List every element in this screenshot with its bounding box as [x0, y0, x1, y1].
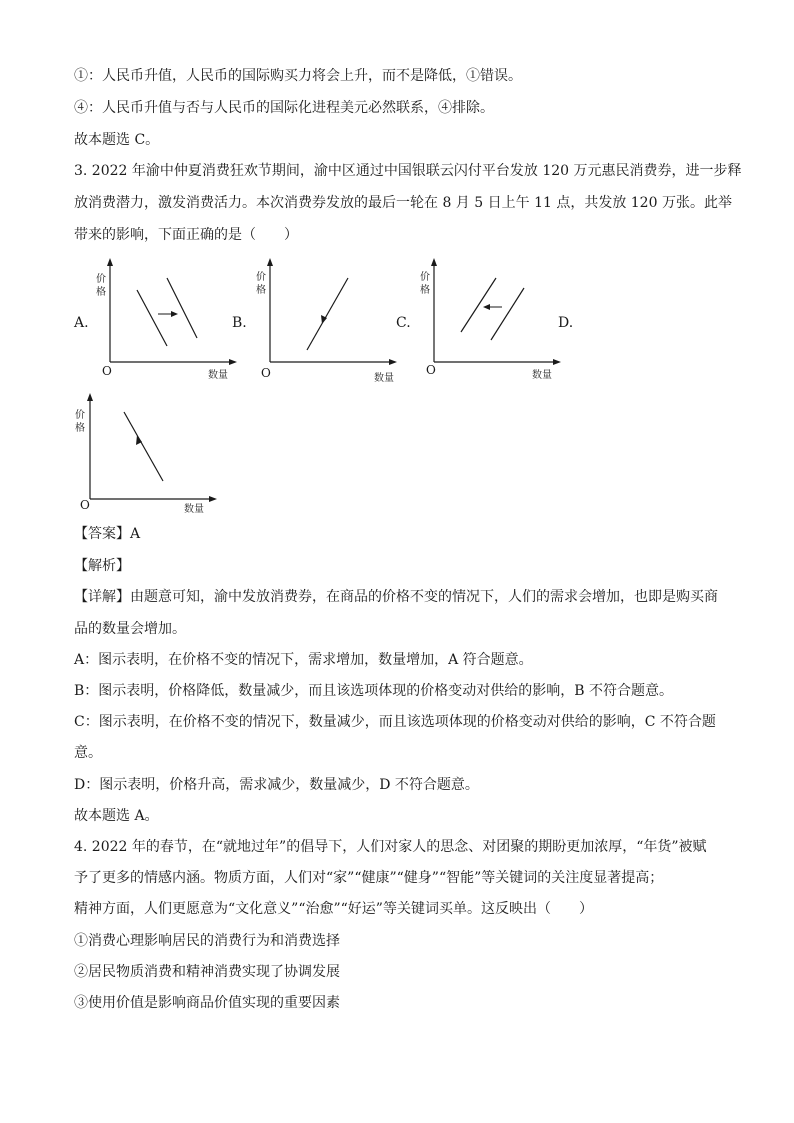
- y-axis-label-price: 价: [75, 410, 85, 421]
- graph-option-a: [90, 258, 240, 383]
- origin-label: O: [261, 366, 271, 380]
- y-axis-label-price: 价: [256, 272, 266, 283]
- explanation-line-2: ④：人民币升值与否与人民币的国际化进程美元必然联系，④排除。: [74, 100, 494, 116]
- supply-curve: [307, 278, 348, 350]
- option-b-analysis: B：图示表明，价格降低，数量减少，而且该选项体现的价格变动对供给的影响，B 不符合题意。: [74, 683, 674, 699]
- option-a-label: A.: [74, 315, 89, 331]
- x-axis-label-quantity: 数量: [208, 370, 228, 381]
- y-axis-label-price: 格: [75, 423, 85, 434]
- curve-shifted: [461, 278, 496, 332]
- graph-option-c: [414, 258, 564, 383]
- question-4-line-3: 精神方面，人们更愿意为“文化意义”“治愈”“好运”等关键词买单。这反映出（ ）: [74, 901, 593, 917]
- explanation-line-1: ①：人民币升值，人民币的国际购买力将会上升，而不是降低，①错误。: [74, 68, 522, 84]
- y-axis-label-price: 格: [256, 285, 266, 296]
- curve-original: [137, 290, 167, 346]
- analysis-heading: 【解析】: [74, 558, 130, 574]
- origin-label: O: [80, 498, 90, 512]
- demand-curve: [124, 412, 163, 481]
- y-axis-label-price: 价: [420, 272, 430, 283]
- conclusion-line: 故本题选 A。: [74, 808, 159, 824]
- option-d-analysis: D：图示表明，价格升高，需求减少，数量减少，D 不符合题意。: [74, 777, 479, 793]
- question-3-line-1: 3. 2022 年渝中仲夏消费狂欢节期间，渝中区通过中国银联云闪付平台发放 120 万元惠民消费券，进一步释: [74, 163, 742, 179]
- option-a-analysis: A：图示表明，在价格不变的情况下，需求增加，数量增加，A 符合题意。: [74, 652, 533, 668]
- question-3-line-2: 放消费潜力，激发消费活力。本次消费券发放的最后一轮在 8 月 5 日上午 11 点，共发放 120 万张。此举: [74, 195, 732, 211]
- y-axis-label-price: 格: [420, 285, 430, 296]
- question-4-line-2: 予了更多的情感内涵。物质方面，人们对“家”“健康”“健身”“智能”等关键词的关注度显著提高；: [74, 870, 664, 886]
- origin-label: O: [426, 363, 436, 377]
- option-c-label: C.: [396, 315, 411, 331]
- detail-line-2: 品的数量会增加。: [74, 621, 186, 637]
- question-3-line-3: 带来的影响，下面正确的是（ ）: [74, 227, 298, 243]
- y-axis-label-price: 格: [96, 287, 106, 298]
- option-c-analysis-2: 意。: [74, 745, 102, 761]
- move-up-arrow: [136, 435, 142, 445]
- x-axis-label-quantity: 数量: [374, 373, 394, 384]
- graph-option-b: [250, 258, 400, 383]
- option-b-label: B.: [232, 315, 247, 331]
- curve-shifted: [167, 278, 197, 338]
- curve-original: [491, 288, 524, 340]
- statement-2: ②居民物质消费和精神消费实现了协调发展: [74, 964, 340, 980]
- y-axis-label-price: 价: [96, 274, 106, 285]
- question-4-line-1: 4. 2022 年的春节，在“就地过年”的倡导下，人们对家人的思念、对团聚的期盼更加浓厚，“年货”被赋: [74, 839, 707, 855]
- option-c-analysis-1: C：图示表明，在价格不变的情况下，数量减少，而且该选项体现的价格变动对供给的影响，C 不符合题: [74, 714, 716, 730]
- conclusion-line: 故本题选 C。: [74, 132, 160, 148]
- answer-line: 【答案】A: [74, 526, 141, 542]
- x-axis-label-quantity: 数量: [532, 370, 552, 381]
- statement-1: ①消费心理影响居民的消费行为和消费选择: [74, 933, 340, 949]
- x-axis-label-quantity: 数量: [184, 504, 204, 515]
- origin-label: O: [102, 364, 112, 378]
- statement-3: ③使用价值是影响商品价值实现的重要因素: [74, 995, 340, 1011]
- detail-line-1: 【详解】由题意可知，渝中发放消费券，在商品的价格不变的情况下，人们的需求会增加，也即是购买商: [74, 589, 718, 605]
- option-d-label: D.: [558, 315, 574, 331]
- graph-option-d: [72, 393, 222, 518]
